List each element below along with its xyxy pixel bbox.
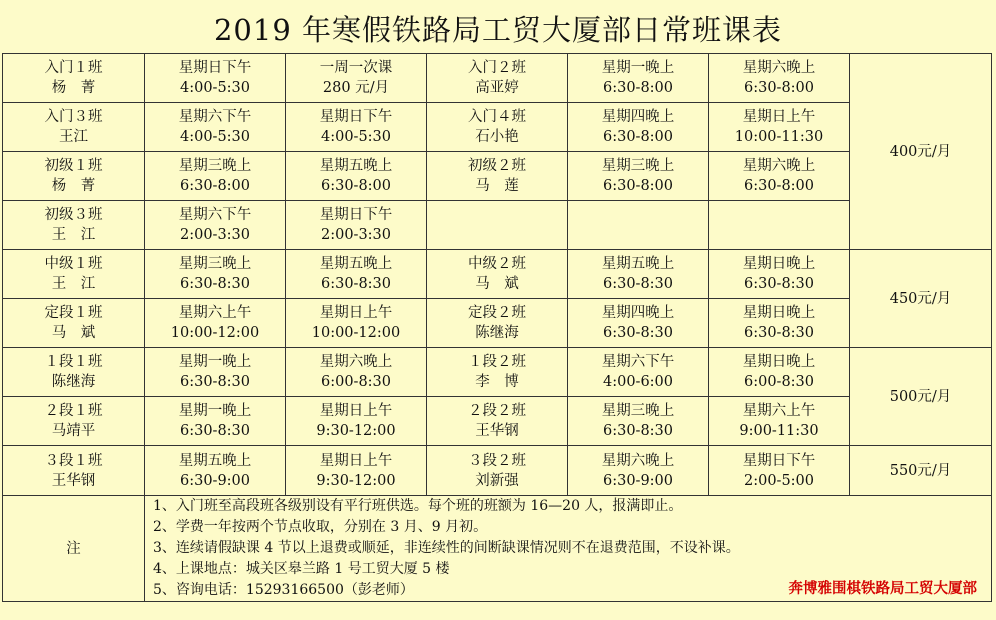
- time-cell: [145, 250, 286, 299]
- time-line-1: 星期日上午: [319, 403, 393, 419]
- class-line-2: 刘新强: [475, 472, 519, 489]
- time-line-2: 6:30-8:30: [179, 423, 251, 439]
- class-line-2: 王华钢: [475, 423, 519, 439]
- class-cell: [3, 397, 145, 446]
- time-line-1: 星期日晚上: [742, 256, 816, 272]
- time-line-2: 10:00-12:00: [311, 325, 401, 341]
- time-cell: [568, 397, 709, 446]
- class-line-2: 王华钢: [51, 472, 96, 489]
- time-cell: [568, 446, 709, 496]
- time-line-1: 星期日上午: [319, 452, 393, 469]
- class-line-2: 陈继海: [51, 374, 96, 390]
- time-line-2: 280 元/月: [322, 80, 390, 96]
- time-line-1: 星期六下午: [178, 109, 252, 125]
- time-line-1: 星期三晚上: [178, 158, 252, 174]
- class-line-2: 杨 菁: [51, 178, 96, 194]
- time-cell: [145, 446, 286, 496]
- class-line-1: 初级１班: [44, 158, 103, 174]
- class-cell: [3, 54, 145, 103]
- time-cell: [709, 152, 850, 201]
- note-item: 3、连续请假缺课 4 节以上退费或顺延，非连续性的间断缺课情况则不在退费范围，不设补课。: [153, 540, 740, 556]
- time-cell: [568, 299, 709, 348]
- time-cell: [709, 54, 850, 103]
- time-cell: [145, 299, 286, 348]
- time-line-2: 2:00-5:00: [743, 472, 815, 489]
- time-cell: [709, 397, 850, 446]
- time-line-1: 一周一次课: [319, 60, 393, 76]
- time-line-1: 星期六晚上: [601, 452, 675, 469]
- time-line-1: 星期六晚上: [319, 354, 393, 370]
- class-line-1: ２段１班: [44, 403, 103, 419]
- time-cell: [145, 103, 286, 152]
- time-line-1: 星期六晚上: [742, 60, 816, 76]
- time-cell: [145, 348, 286, 397]
- time-line-1: 星期五晚上: [319, 256, 393, 272]
- time-line-1: 星期六下午: [178, 207, 252, 223]
- time-cell: [286, 446, 427, 496]
- time-cell: [709, 103, 850, 152]
- class-line-1: 定段１班: [44, 305, 103, 321]
- time-cell: [709, 201, 850, 250]
- class-line-1: 入门３班: [44, 109, 103, 125]
- note-item: 5、咨询电话：15293166500（彭老师）: [153, 582, 414, 598]
- time-line-2: 6:00-8:30: [320, 374, 392, 390]
- class-line-2: 杨 菁: [51, 80, 96, 96]
- time-line-1: 星期五晚上: [601, 256, 675, 272]
- note-item: 4、上课地点：城关区皋兰路 1 号工贸大厦 5 楼: [153, 561, 450, 577]
- time-cell: [286, 152, 427, 201]
- time-line-1: 星期日下午: [319, 109, 393, 125]
- class-cell: [3, 299, 145, 348]
- class-line-2: 李 博: [475, 374, 519, 390]
- time-line-1: 星期日下午: [742, 452, 816, 469]
- time-line-2: 2:00-3:30: [320, 227, 392, 243]
- time-line-2: 6:30-9:00: [602, 472, 674, 489]
- table-row: [3, 299, 992, 348]
- time-line-2: 6:30-8:30: [602, 276, 674, 292]
- time-cell: [568, 250, 709, 299]
- class-line-2: 王江: [59, 129, 88, 145]
- time-line-2: 6:30-8:30: [179, 276, 251, 292]
- time-cell: [145, 397, 286, 446]
- time-line-1: 星期日下午: [319, 207, 393, 223]
- class-line-2: 陈继海: [475, 325, 519, 341]
- time-cell: [286, 201, 427, 250]
- time-line-1: 星期六上午: [742, 403, 816, 419]
- class-line-2: 马靖平: [51, 423, 96, 439]
- class-line-2: 马 斌: [51, 325, 96, 341]
- time-line-2: 9:30-12:00: [316, 423, 396, 439]
- time-line-2: 4:00-5:30: [320, 129, 392, 145]
- class-line-1: 初级２班: [468, 158, 526, 174]
- time-line-1: 星期日上午: [319, 305, 393, 321]
- class-line-2: 王 江: [51, 227, 96, 243]
- time-line-2: 6:30-8:00: [743, 80, 815, 96]
- time-line-1: 星期日晚上: [742, 305, 816, 321]
- time-cell: [709, 446, 850, 496]
- class-line-1: １段２班: [468, 354, 526, 370]
- class-cell: [427, 201, 568, 250]
- time-cell: [286, 299, 427, 348]
- school-signature: 奔博雅围棋铁路局工贸大厦部: [788, 580, 977, 597]
- time-cell: [709, 299, 850, 348]
- time-line-1: 星期三晚上: [601, 158, 675, 174]
- time-line-2: 6:30-8:00: [743, 178, 815, 194]
- time-line-2: 6:00-8:30: [743, 374, 815, 390]
- class-cell: [427, 446, 568, 496]
- schedule-table: [2, 53, 992, 602]
- time-cell: [286, 103, 427, 152]
- class-cell: [427, 250, 568, 299]
- page-title: 2019 年寒假铁路局工贸大厦部日常班课表: [213, 13, 783, 47]
- time-cell: [568, 348, 709, 397]
- time-line-2: 6:30-9:00: [179, 472, 251, 489]
- class-cell: [427, 152, 568, 201]
- time-line-2: 2:00-3:30: [179, 227, 251, 243]
- time-line-1: 星期日下午: [178, 60, 252, 76]
- time-line-2: 9:30-12:00: [316, 472, 396, 489]
- time-line-2: 6:30-8:00: [602, 80, 674, 96]
- class-cell: [427, 103, 568, 152]
- time-line-1: 星期三晚上: [178, 256, 252, 272]
- class-cell: [427, 299, 568, 348]
- time-line-2: 4:00-5:30: [179, 129, 251, 145]
- class-line-2: 高亚婷: [475, 80, 519, 96]
- class-line-1: １段１班: [44, 354, 103, 370]
- time-cell: [145, 201, 286, 250]
- time-line-2: 6:30-8:00: [602, 178, 674, 194]
- table-row: [3, 446, 992, 496]
- class-cell: [3, 103, 145, 152]
- class-line-1: 入门１班: [44, 60, 103, 76]
- time-cell: [145, 152, 286, 201]
- class-line-2: 石小艳: [475, 129, 519, 145]
- price-cell: 500元/月: [850, 348, 992, 446]
- notes-list: [145, 496, 992, 602]
- time-line-2: 10:00-11:30: [734, 129, 824, 145]
- time-line-2: 6:30-8:30: [743, 276, 815, 292]
- class-line-1: 定段２班: [468, 305, 526, 321]
- class-cell: [3, 201, 145, 250]
- time-cell: [286, 250, 427, 299]
- time-line-1: 星期一晚上: [178, 403, 252, 419]
- time-line-2: 10:00-12:00: [170, 325, 260, 341]
- class-cell: [427, 54, 568, 103]
- time-line-1: 星期一晚上: [601, 60, 675, 76]
- time-line-1: 星期六上午: [178, 305, 252, 321]
- class-line-2: 王 江: [51, 276, 96, 292]
- time-line-1: 星期日上午: [742, 109, 816, 125]
- time-cell: [709, 250, 850, 299]
- time-line-2: 6:30-8:00: [602, 129, 674, 145]
- price-cell: 450元/月: [850, 250, 992, 348]
- time-line-1: 星期四晚上: [601, 305, 675, 321]
- time-line-2: 6:30-8:00: [179, 178, 251, 194]
- time-cell: [709, 348, 850, 397]
- time-line-1: 星期一晚上: [178, 354, 252, 370]
- time-line-2: 6:30-8:30: [320, 276, 392, 292]
- time-cell: [568, 201, 709, 250]
- time-cell: [286, 54, 427, 103]
- table-row: [3, 54, 992, 103]
- table-row: [3, 250, 992, 299]
- table-row: [3, 103, 992, 152]
- time-line-2: 6:30-8:30: [179, 374, 251, 390]
- table-row: [3, 152, 992, 201]
- time-cell: [286, 348, 427, 397]
- time-line-1: 星期四晚上: [601, 109, 675, 125]
- class-cell: [3, 152, 145, 201]
- time-cell: [286, 397, 427, 446]
- time-line-2: 4:00-5:30: [179, 80, 251, 96]
- time-cell: [568, 54, 709, 103]
- class-cell: [427, 348, 568, 397]
- class-cell: [427, 397, 568, 446]
- class-line-1: ３段２班: [468, 452, 526, 469]
- class-cell: [3, 250, 145, 299]
- time-line-1: 星期六晚上: [742, 158, 816, 174]
- time-line-2: 6:30-8:00: [320, 178, 392, 194]
- time-cell: [568, 103, 709, 152]
- class-line-1: 入门２班: [468, 60, 526, 76]
- time-line-1: 星期日晚上: [742, 354, 816, 370]
- time-line-1: 星期三晚上: [601, 403, 675, 419]
- time-line-1: 星期五晚上: [319, 158, 393, 174]
- class-line-2: 马 斌: [475, 276, 519, 292]
- note-item: 2、学费一年按两个节点收取，分别在 3 月、9 月初。: [153, 519, 488, 535]
- price-cell: 550元/月: [850, 446, 992, 496]
- time-line-1: 星期五晚上: [178, 452, 252, 469]
- time-line-2: 6:30-8:30: [602, 325, 674, 341]
- class-line-1: 初级３班: [44, 207, 103, 223]
- price-cell: 400元/月: [850, 54, 992, 250]
- time-line-2: 6:30-8:30: [743, 325, 815, 341]
- time-line-2: 6:30-8:30: [602, 423, 674, 439]
- class-line-1: ３段１班: [44, 452, 103, 469]
- notes-label: 注: [3, 496, 145, 602]
- class-line-1: ２段２班: [468, 403, 526, 419]
- class-line-2: 马 莲: [475, 178, 519, 194]
- class-line-1: 中级２班: [468, 256, 526, 272]
- class-cell: [3, 348, 145, 397]
- table-row: [3, 201, 992, 250]
- notes-row: [3, 496, 992, 602]
- table-row: [3, 397, 992, 446]
- time-line-2: 9:00-11:30: [739, 423, 819, 439]
- class-line-1: 中级１班: [44, 256, 103, 272]
- time-line-2: 4:00-6:00: [602, 374, 674, 390]
- note-item: 1、入门班至高段班各级别设有平行班供选。每个班的班额为 16—20 人，报满即止。: [153, 498, 683, 514]
- time-line-1: 星期六下午: [601, 354, 675, 370]
- time-cell: [568, 152, 709, 201]
- class-cell: [3, 446, 145, 496]
- class-line-1: 入门４班: [468, 109, 526, 125]
- table-row: [3, 348, 992, 397]
- time-cell: [145, 54, 286, 103]
